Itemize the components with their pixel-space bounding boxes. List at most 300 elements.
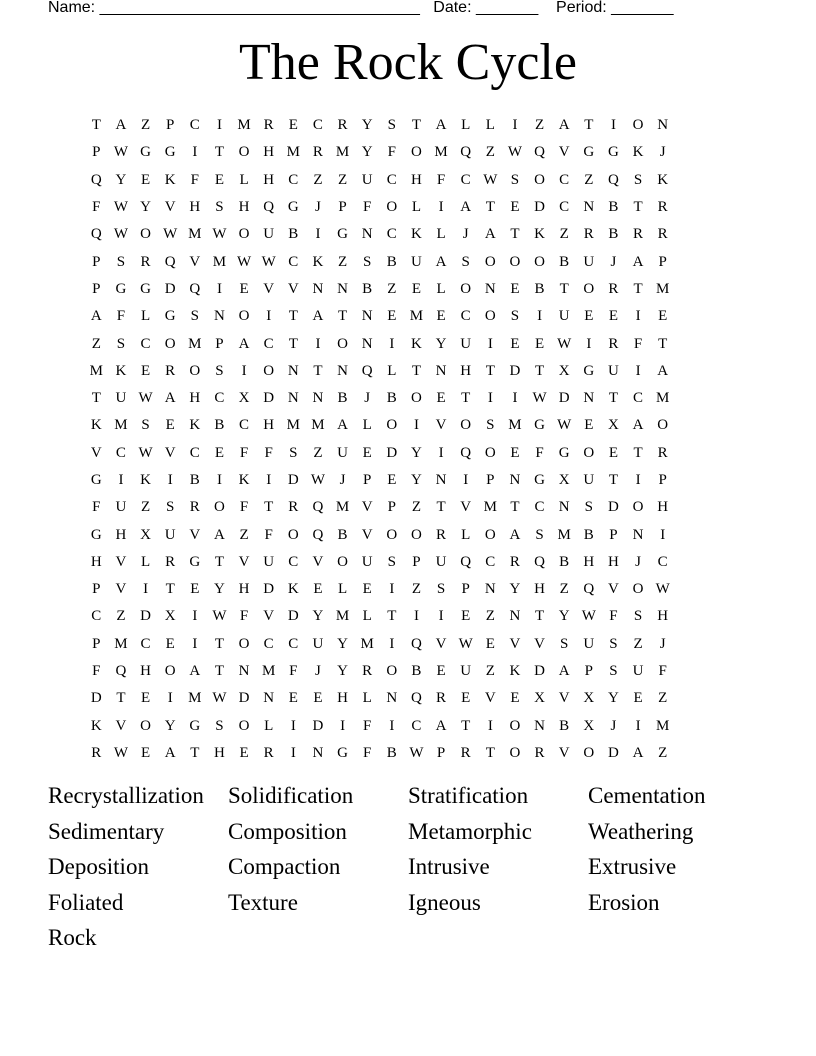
grid-letter[interactable]: Z [411,581,422,598]
grid-letter[interactable]: D [263,390,275,407]
grid-letter[interactable]: I [143,581,149,598]
grid-letter[interactable]: I [438,199,444,216]
grid-letter[interactable]: C [115,444,126,461]
grid-letter[interactable]: T [165,581,175,598]
grid-letter[interactable]: X [238,390,250,407]
grid-letter[interactable]: W [483,171,498,188]
grid-letter[interactable]: L [239,171,249,188]
grid-letter[interactable]: P [92,581,101,598]
grid-letter[interactable]: E [362,444,372,461]
grid-letter[interactable]: G [337,226,348,243]
grid-letter[interactable]: U [608,362,619,379]
grid-letter[interactable]: A [632,744,644,761]
grid-letter[interactable]: H [263,144,275,161]
grid-letter[interactable]: I [340,717,346,734]
grid-letter[interactable]: X [608,417,619,434]
grid-letter[interactable]: B [214,417,225,434]
grid-letter[interactable]: O [140,717,151,734]
grid-letter[interactable]: C [288,171,299,188]
grid-letter[interactable]: S [609,635,618,652]
grid-letter[interactable]: V [460,499,472,516]
grid-letter[interactable]: P [363,472,372,488]
grid-letter[interactable]: M [409,308,424,325]
grid-letter[interactable]: E [165,635,175,652]
grid-letter[interactable]: F [535,444,544,461]
grid-letter[interactable]: I [216,280,222,297]
grid-letter[interactable]: R [436,526,447,543]
grid-letter[interactable]: I [537,308,543,325]
grid-letter[interactable]: H [90,553,102,570]
grid-letter[interactable]: N [361,335,373,352]
grid-letter[interactable]: N [312,390,324,407]
grid-letter[interactable]: Q [608,171,619,188]
grid-letter[interactable]: J [635,553,641,570]
grid-letter[interactable]: I [266,308,272,325]
grid-letter[interactable]: J [610,717,617,734]
grid-letter[interactable]: B [559,253,570,270]
grid-letter[interactable]: U [263,553,275,570]
grid-letter[interactable]: U [164,526,176,543]
grid-letter[interactable]: P [658,253,667,270]
grid-letter[interactable]: Z [633,635,643,652]
grid-letter[interactable]: T [534,608,545,625]
grid-letter[interactable]: H [657,608,669,625]
grid-letter[interactable]: I [241,362,247,379]
grid-letter[interactable]: D [312,717,324,734]
grid-letter[interactable]: L [461,117,471,134]
grid-letter[interactable]: T [288,335,298,352]
grid-letter[interactable]: A [632,253,644,270]
grid-letter[interactable]: N [534,717,545,734]
grid-letter[interactable]: E [436,390,446,407]
grid-letter[interactable]: P [486,472,495,488]
grid-letter[interactable]: X [558,362,570,379]
grid-letter[interactable]: S [215,717,224,734]
grid-letter[interactable]: E [658,308,668,325]
grid-letter[interactable]: M [656,717,670,734]
grid-letter[interactable]: O [632,581,644,598]
grid-letter[interactable]: A [558,117,570,134]
grid-letter[interactable]: A [164,390,176,407]
grid-letter[interactable]: T [485,362,495,379]
grid-letter[interactable]: E [387,472,397,488]
grid-letter[interactable]: T [91,390,101,407]
grid-letter[interactable]: W [212,608,227,625]
grid-letter[interactable]: E [510,690,520,707]
grid-letter[interactable]: H [238,199,250,216]
grid-letter[interactable]: U [435,553,447,570]
grid-letter[interactable]: V [164,444,176,461]
grid-letter[interactable]: O [337,553,348,570]
grid-letter[interactable]: C [386,226,397,243]
grid-letter[interactable]: R [263,744,274,761]
grid-letter[interactable]: Y [509,581,521,598]
grid-letter[interactable]: C [534,499,545,516]
grid-letter[interactable]: B [411,663,422,680]
grid-letter[interactable]: W [310,472,326,488]
grid-letter[interactable]: A [509,526,521,543]
grid-letter[interactable]: J [339,472,346,488]
grid-letter[interactable]: Z [559,226,569,243]
grid-letter[interactable]: A [435,717,447,734]
grid-letter[interactable]: C [460,308,471,325]
grid-letter[interactable]: T [584,117,594,134]
grid-letter[interactable]: P [166,117,175,134]
grid-letter[interactable]: T [510,499,520,516]
grid-letter[interactable]: W [409,744,424,761]
grid-letter[interactable]: E [633,690,643,707]
grid-letter[interactable]: B [583,526,594,543]
grid-letter[interactable]: O [632,499,644,516]
grid-letter[interactable]: K [312,253,324,270]
grid-letter[interactable]: F [363,717,372,734]
grid-letter[interactable]: U [263,226,275,243]
grid-letter[interactable]: B [386,390,397,407]
grid-letter[interactable]: C [485,553,496,570]
grid-letter[interactable]: V [312,553,324,570]
grid-letter[interactable]: Y [435,335,447,352]
grid-letter[interactable]: H [411,171,422,188]
grid-letter[interactable]: T [411,362,422,379]
grid-letter[interactable]: M [335,144,350,161]
grid-letter[interactable]: H [238,581,250,598]
grid-letter[interactable]: Y [411,472,422,488]
grid-letter[interactable]: F [190,171,199,188]
grid-letter[interactable]: Q [411,690,422,707]
grid-letter[interactable]: K [164,171,176,188]
grid-letter[interactable]: S [363,253,372,270]
grid-letter[interactable]: I [487,390,493,407]
grid-letter[interactable]: R [460,744,471,761]
grid-letter[interactable]: A [657,362,669,379]
grid-letter[interactable]: O [386,526,398,543]
grid-letter[interactable]: I [192,635,198,652]
grid-letter[interactable]: N [435,362,447,379]
grid-letter[interactable]: P [584,663,593,680]
grid-letter[interactable]: T [91,117,101,134]
grid-letter[interactable]: O [484,444,496,461]
grid-letter[interactable]: F [609,608,618,625]
grid-letter[interactable]: X [140,526,151,543]
grid-letter[interactable]: I [635,472,641,488]
grid-letter[interactable]: I [192,608,198,625]
grid-letter[interactable]: U [460,663,472,680]
grid-letter[interactable]: I [610,117,616,134]
grid-letter[interactable]: O [484,253,496,270]
grid-letter[interactable]: F [239,608,249,625]
grid-letter[interactable]: N [361,226,373,243]
grid-letter[interactable]: H [534,581,545,598]
grid-letter[interactable]: M [188,226,202,243]
grid-letter[interactable]: E [165,417,175,434]
grid-letter[interactable]: Z [387,280,397,297]
grid-letter[interactable]: E [584,308,594,325]
grid-letter[interactable]: N [337,280,348,297]
grid-letter[interactable]: T [313,362,323,379]
grid-letter[interactable]: O [583,280,595,297]
grid-letter[interactable]: I [167,690,173,707]
grid-letter[interactable]: F [387,144,396,161]
grid-letter[interactable]: C [288,253,299,270]
grid-letter[interactable]: I [389,581,395,598]
grid-letter[interactable]: B [337,390,348,407]
grid-letter[interactable]: C [657,553,668,570]
grid-letter[interactable]: O [238,717,250,734]
grid-letter[interactable]: K [509,663,521,680]
grid-letter[interactable]: W [557,417,572,434]
grid-letter[interactable]: D [90,690,102,707]
grid-letter[interactable]: O [509,717,521,734]
grid-letter[interactable]: L [264,717,274,734]
grid-letter[interactable]: F [92,499,101,516]
grid-letter[interactable]: I [315,226,321,243]
grid-letter[interactable]: S [166,499,175,516]
grid-letter[interactable]: D [386,444,398,461]
grid-letter[interactable]: P [461,581,470,598]
grid-letter[interactable]: I [118,472,124,488]
grid-letter[interactable]: O [509,253,521,270]
grid-letter[interactable]: E [608,308,619,325]
grid-letter[interactable]: W [138,444,153,461]
grid-letter[interactable]: G [164,308,176,325]
grid-letter[interactable]: Z [313,171,323,188]
grid-letter[interactable]: C [288,553,299,570]
grid-letter[interactable]: I [167,472,173,488]
grid-letter[interactable]: B [386,253,397,270]
grid-letter[interactable]: S [584,499,593,516]
grid-letter[interactable]: T [214,144,225,161]
grid-letter[interactable]: H [140,663,151,680]
grid-letter[interactable]: T [559,280,569,297]
grid-letter[interactable]: H [460,362,472,379]
grid-letter[interactable]: R [657,444,668,461]
grid-letter[interactable]: A [632,417,644,434]
grid-letter[interactable]: Y [140,199,151,216]
grid-letter[interactable]: C [140,335,151,352]
grid-letter[interactable]: V [238,553,250,570]
grid-letter[interactable]: O [238,635,250,652]
grid-letter[interactable]: C [239,417,250,434]
grid-letter[interactable]: V [263,608,275,625]
grid-letter[interactable]: C [460,171,471,188]
grid-letter[interactable]: B [608,199,619,216]
grid-letter[interactable]: E [510,280,520,297]
grid-letter[interactable]: R [362,663,373,680]
grid-letter[interactable]: Z [584,171,594,188]
grid-letter[interactable]: R [165,553,176,570]
grid-letter[interactable]: W [655,581,670,598]
grid-letter[interactable]: I [413,608,419,625]
grid-letter[interactable]: V [484,690,496,707]
grid-letter[interactable]: O [287,526,299,543]
grid-letter[interactable]: W [212,226,227,243]
grid-letter[interactable]: E [190,581,200,598]
grid-letter[interactable]: J [659,635,666,652]
grid-letter[interactable]: A [435,253,447,270]
grid-letter[interactable]: F [289,663,298,680]
grid-letter[interactable]: I [389,635,395,652]
grid-letter[interactable]: K [115,362,127,379]
period-field[interactable]: Period: _______ [556,0,674,16]
grid-letter[interactable]: V [558,690,570,707]
grid-letter[interactable]: M [434,144,448,161]
grid-letter[interactable]: C [189,117,200,134]
grid-letter[interactable]: N [361,308,373,325]
grid-letter[interactable]: Q [90,171,102,188]
grid-letter[interactable]: F [92,199,101,216]
grid-letter[interactable]: M [89,362,103,379]
grid-letter[interactable]: I [512,390,518,407]
grid-letter[interactable]: U [583,253,595,270]
grid-letter[interactable]: M [360,635,374,652]
grid-letter[interactable]: T [190,744,200,761]
grid-letter[interactable]: C [214,390,225,407]
grid-letter[interactable]: E [214,171,225,188]
grid-letter[interactable]: Y [361,117,373,134]
grid-letter[interactable]: P [215,335,224,352]
grid-letter[interactable]: C [91,608,102,625]
grid-letter[interactable]: Y [361,144,373,161]
grid-letter[interactable]: B [608,226,619,243]
grid-letter[interactable]: I [266,472,272,488]
grid-letter[interactable]: S [141,417,150,434]
grid-letter[interactable]: S [486,417,495,434]
grid-letter[interactable]: P [92,144,101,161]
grid-letter[interactable]: D [287,608,299,625]
grid-letter[interactable]: R [312,144,323,161]
grid-letter[interactable]: F [239,499,249,516]
grid-letter[interactable]: N [238,663,250,680]
grid-letter[interactable]: K [657,171,669,188]
grid-letter[interactable]: T [214,553,225,570]
grid-letter[interactable]: M [656,390,670,407]
grid-letter[interactable]: E [239,280,249,297]
grid-letter[interactable]: C [288,635,299,652]
grid-letter[interactable]: Q [361,362,373,379]
grid-letter[interactable]: Z [337,253,348,270]
grid-letter[interactable]: G [583,362,595,379]
grid-letter[interactable]: Z [313,444,323,461]
grid-letter[interactable]: N [386,690,398,707]
grid-letter[interactable]: V [534,635,545,652]
grid-letter[interactable]: L [387,362,397,379]
grid-letter[interactable]: F [264,444,273,461]
name-field[interactable]: Name: ____________________________________ [48,0,420,16]
grid-letter[interactable]: P [92,253,101,270]
grid-letter[interactable]: N [583,390,595,407]
grid-letter[interactable]: F [239,444,249,461]
grid-letter[interactable]: G [140,280,151,297]
grid-letter[interactable]: Z [91,335,101,352]
grid-letter[interactable]: E [461,608,471,625]
grid-letter[interactable]: Z [658,744,668,761]
grid-letter[interactable]: E [534,335,545,352]
grid-letter[interactable]: T [264,499,274,516]
grid-letter[interactable]: R [657,199,668,216]
grid-letter[interactable]: X [558,472,570,488]
grid-letter[interactable]: K [411,335,422,352]
grid-letter[interactable]: U [583,635,595,652]
grid-letter[interactable]: T [534,362,545,379]
grid-letter[interactable]: G [164,144,176,161]
grid-letter[interactable]: Y [115,171,127,188]
grid-letter[interactable]: K [287,581,299,598]
grid-letter[interactable]: V [164,199,176,216]
grid-letter[interactable]: W [212,690,227,707]
grid-letter[interactable]: H [583,553,595,570]
grid-letter[interactable]: S [387,117,396,134]
grid-letter[interactable]: O [484,526,496,543]
grid-letter[interactable]: Z [485,608,495,625]
grid-letter[interactable]: J [315,199,321,216]
grid-letter[interactable]: N [287,362,299,379]
grid-letter[interactable]: P [338,199,347,216]
grid-letter[interactable]: M [188,335,202,352]
grid-letter[interactable]: S [190,308,199,325]
grid-letter[interactable]: J [659,144,666,161]
grid-letter[interactable]: F [264,526,273,543]
grid-letter[interactable]: C [633,390,644,407]
grid-letter[interactable]: R [657,226,668,243]
grid-letter[interactable]: O [263,362,275,379]
grid-letter[interactable]: R [189,499,200,516]
grid-letter[interactable]: N [287,390,299,407]
grid-letter[interactable]: V [263,280,275,297]
grid-letter[interactable]: G [337,744,348,761]
grid-letter[interactable]: L [362,608,372,625]
grid-letter[interactable]: R [91,744,102,761]
grid-letter[interactable]: I [635,717,641,734]
grid-letter[interactable]: Z [485,144,495,161]
grid-letter[interactable]: O [238,226,250,243]
grid-letter[interactable]: Q [312,499,324,516]
grid-letter[interactable]: K [632,144,644,161]
grid-letter[interactable]: O [632,117,644,134]
grid-letter[interactable]: I [438,444,444,461]
grid-letter[interactable]: G [583,144,595,161]
grid-letter[interactable]: E [214,444,225,461]
grid-letter[interactable]: P [658,472,667,488]
grid-letter[interactable]: E [140,690,151,707]
grid-letter[interactable]: I [487,335,493,352]
grid-letter[interactable]: M [557,526,571,543]
grid-letter[interactable]: A [90,308,102,325]
grid-letter[interactable]: Q [534,144,545,161]
grid-letter[interactable]: M [114,635,128,652]
grid-letter[interactable]: N [312,280,324,297]
grid-letter[interactable]: C [263,635,274,652]
grid-letter[interactable]: I [216,472,222,488]
grid-letter[interactable]: F [116,308,126,325]
grid-letter[interactable]: V [189,526,201,543]
grid-letter[interactable]: A [164,744,176,761]
grid-letter[interactable]: Q [534,553,545,570]
grid-letter[interactable]: V [435,417,447,434]
grid-letter[interactable]: B [288,226,299,243]
grid-letter[interactable]: P [92,635,101,652]
grid-letter[interactable]: L [140,553,151,570]
grid-letter[interactable]: E [362,581,372,598]
grid-letter[interactable]: V [608,581,619,598]
grid-letter[interactable]: Y [411,444,422,461]
grid-letter[interactable]: R [140,253,151,270]
grid-letter[interactable]: S [535,526,544,543]
grid-letter[interactable]: P [412,553,421,570]
grid-letter[interactable]: E [140,362,151,379]
grid-letter[interactable]: E [140,171,151,188]
grid-letter[interactable]: Q [189,280,201,297]
grid-letter[interactable]: K [90,417,102,434]
